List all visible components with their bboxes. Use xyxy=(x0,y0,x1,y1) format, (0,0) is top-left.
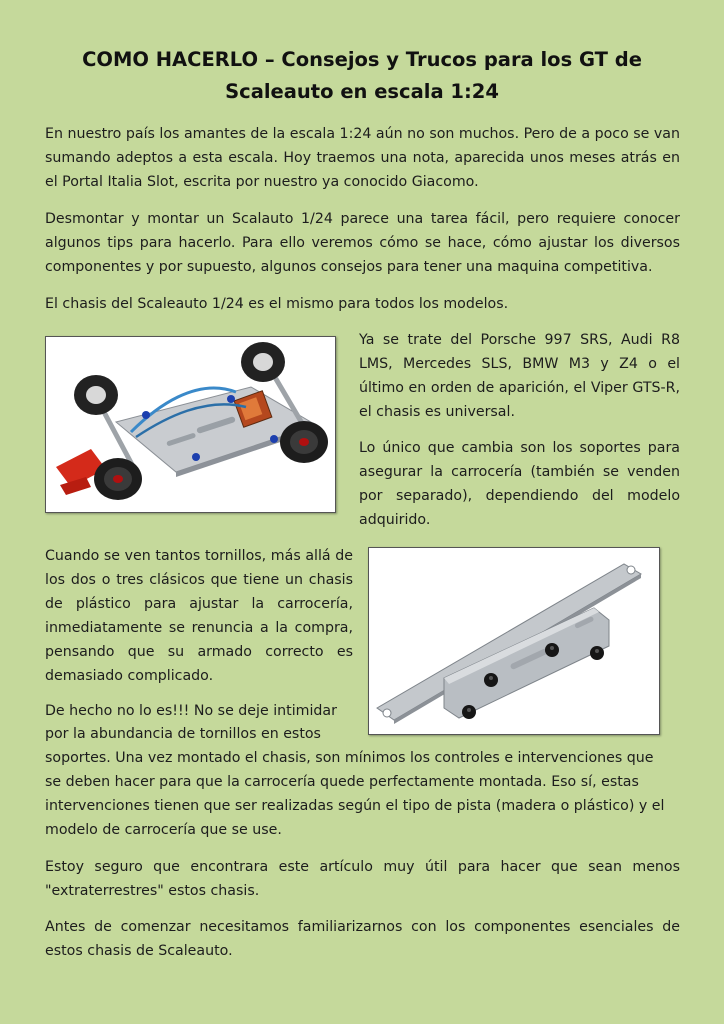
title-line-1: COMO HACERLO – Consejos y Trucos para los GT de xyxy=(82,48,642,71)
paragraph-chasis: El chasis del Scaleauto 1/24 es el mismo para todos los modelos. xyxy=(45,296,509,312)
paragraph-desmontar: Desmontar y montar un Scalauto 1/24 parece una tarea fácil, pero requiere conocer algunos tips para hacerlo. Para ello veremos cómo se hace, cómo ajustar los diversos componentes y por supuesto, algunos consejos para tener una maquina competitiva. xyxy=(45,211,680,275)
paragraph-intimidar-rest: soportes. Una vez montado el chasis, son mínimos los controles e intervenciones que se deben hacer para que la carrocería quede perfectamente montada. Eso sí, estas intervenciones tienen que ser realizadas según el tipo de pista (madera o plástico) y el modelo de carrocería que se use. xyxy=(45,750,665,838)
paragraph-componentes: Antes de comenzar necesitamos familiarizarnos con los componentes esenciales de estos chasis de Scaleauto. xyxy=(45,919,680,959)
title-line-2: Scaleauto en escala 1:24 xyxy=(225,80,499,103)
bracket-photo xyxy=(368,547,660,735)
paragraph-soportes: Lo único que cambia son los soportes para asegurar la carrocería (también se venden por separado), dependiendo del modelo adquirido. xyxy=(359,440,680,528)
paragraph-intimidar-line1: De hecho no lo es!!! No se deje intimidar xyxy=(45,703,337,719)
chassis-photo xyxy=(45,336,336,513)
paragraph-intro: En nuestro país los amantes de la escala 1:24 aún no son muchos. Pero de a poco se van sumando adeptos a esta escala. Hoy traemos una nota, aparecida unos meses atrás en el Portal Italia Slot, escrita por nuestro ya conocido Giacomo. xyxy=(45,126,680,190)
paragraph-intimidar-line2: por la abundancia de tornillos en estos xyxy=(45,726,321,742)
paragraph-extraterrestres: Estoy seguro que encontrara este artículo muy útil para hacer que sean menos "extraterrestres" estos chasis. xyxy=(45,859,680,899)
paragraph-tornillos: Cuando se ven tantos tornillos, más allá de los dos o tres clásicos que tiene un chasis de plástico para ajustar la carrocería, inmediatamente se renuncia a la compra, pensando que su armado correcto es demasiado complicado. xyxy=(45,548,353,684)
page-title xyxy=(46,44,678,108)
paragraph-modelos: Ya se trate del Porsche 997 SRS, Audi R8 LMS, Mercedes SLS, BMW M3 y Z4 o el último en orden de aparición, el Viper GTS-R, el chasis es universal. xyxy=(359,332,680,420)
